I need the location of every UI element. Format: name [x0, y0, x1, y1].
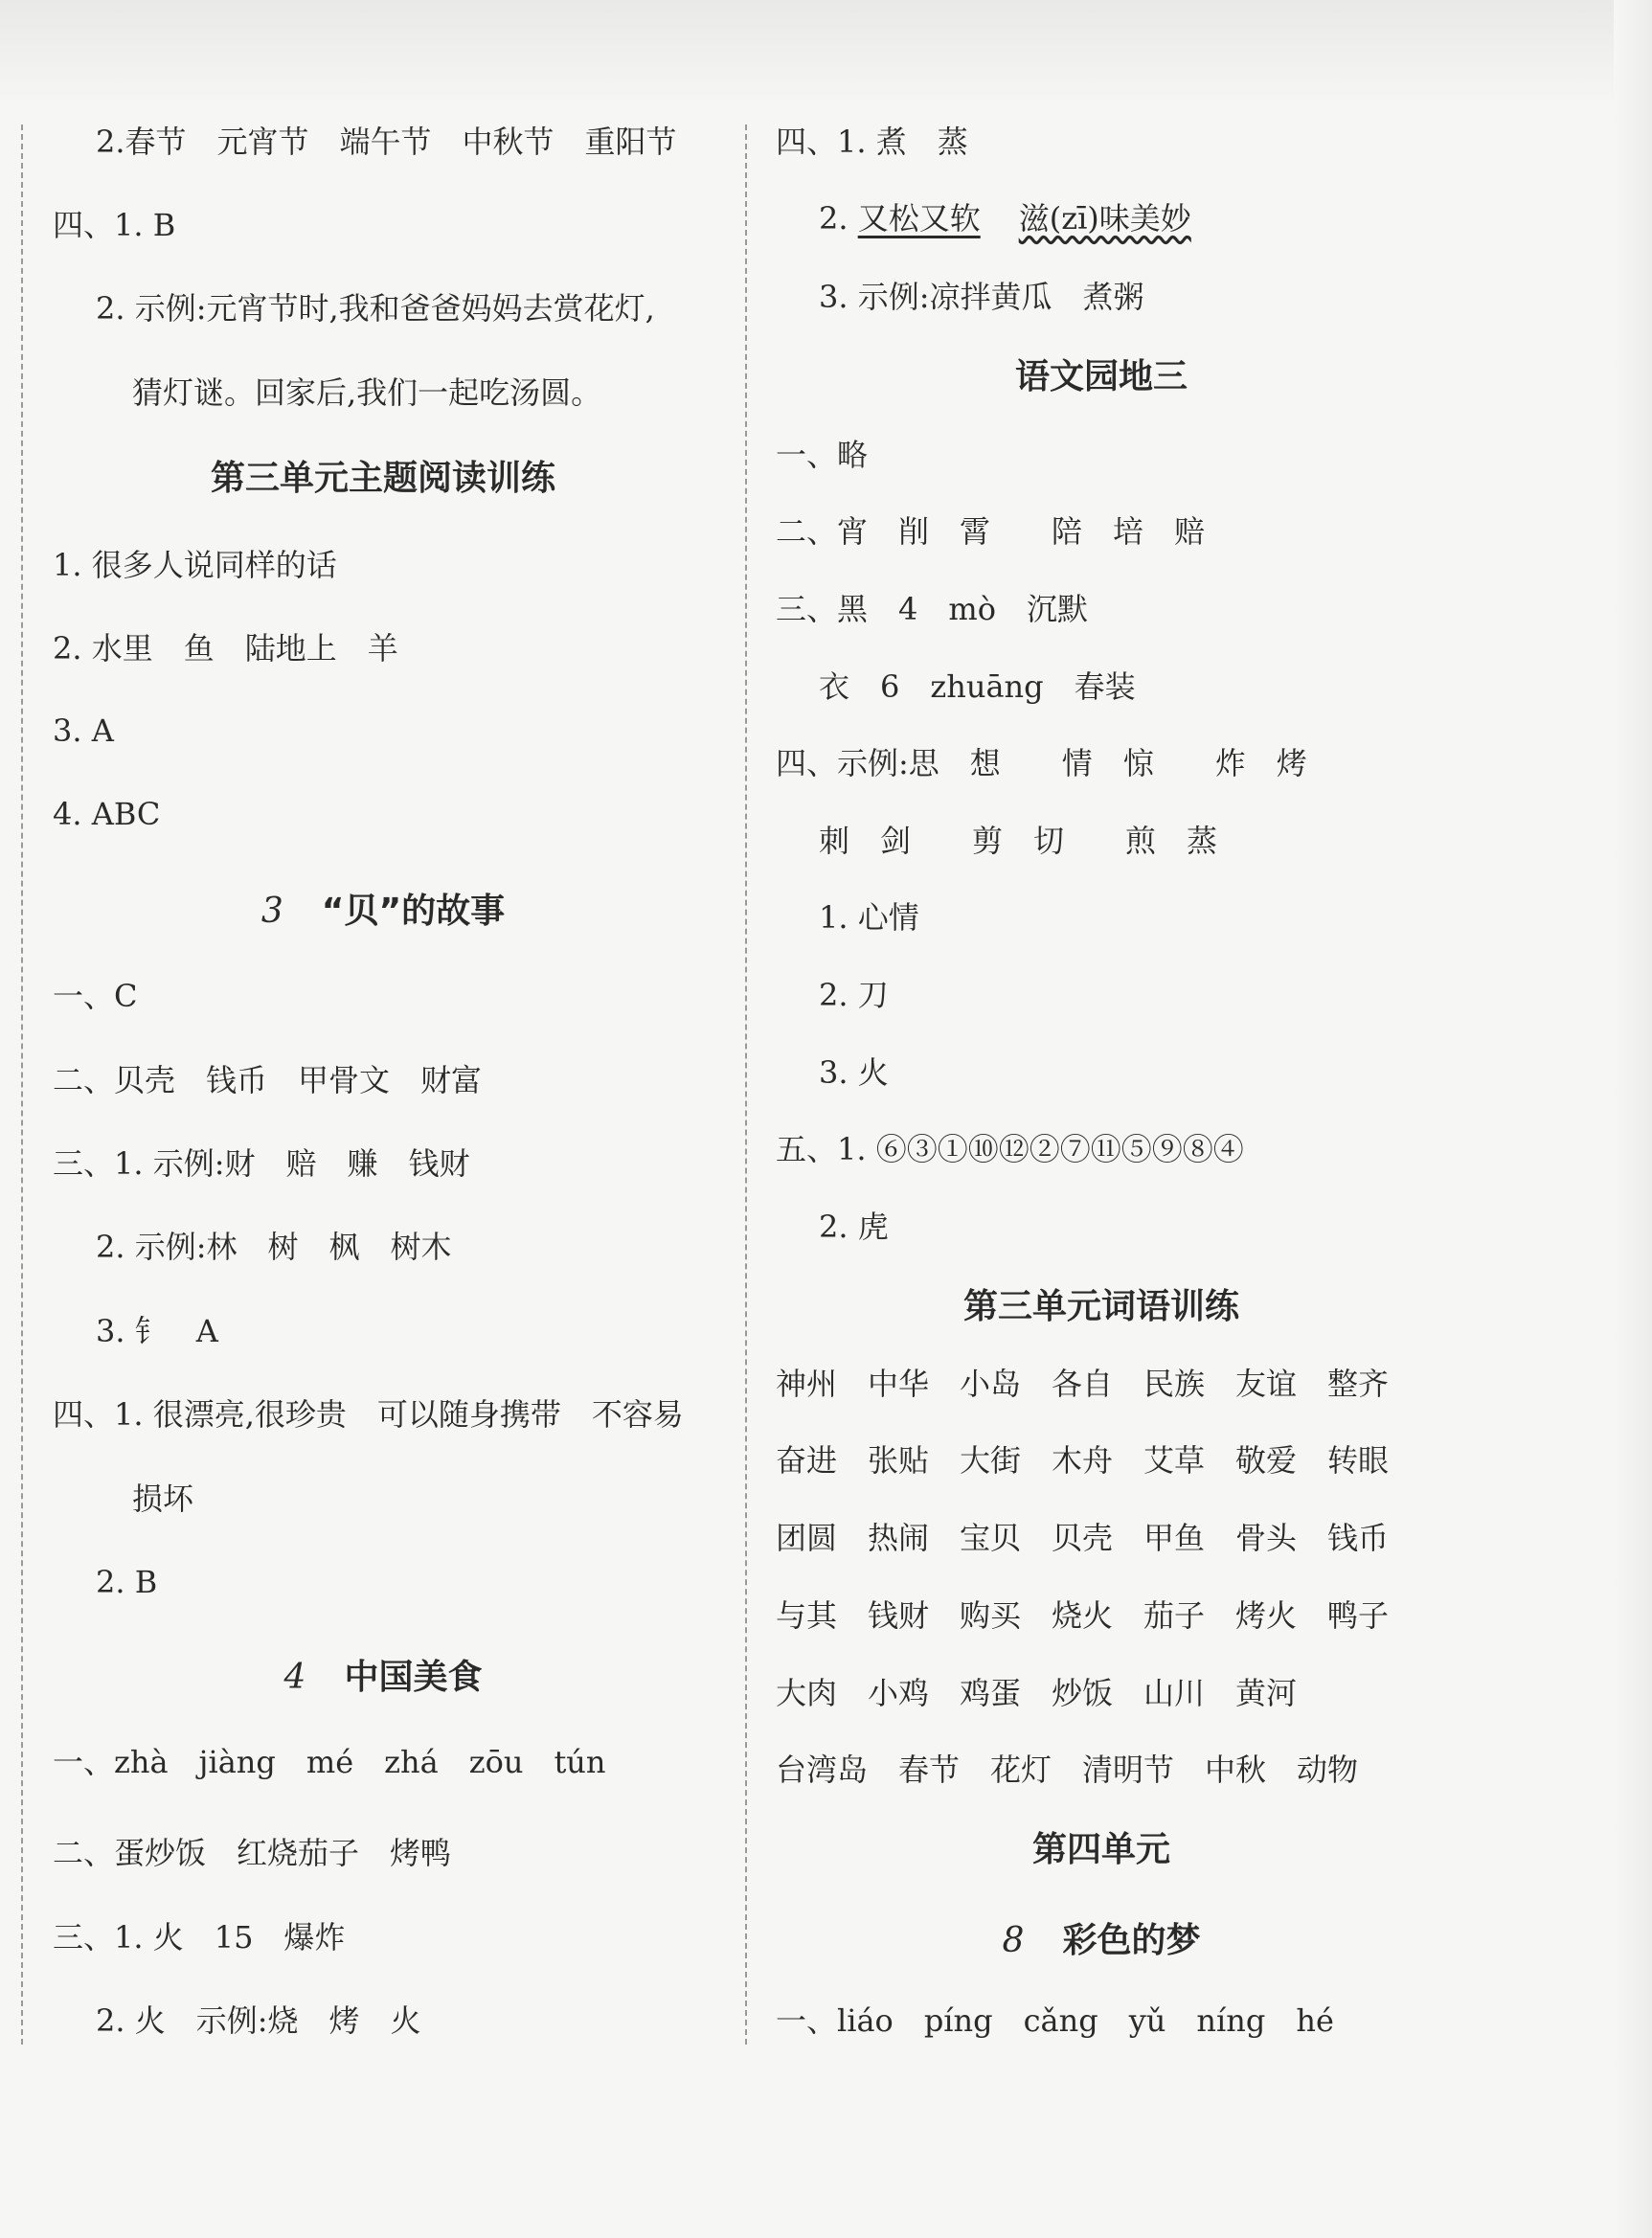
word-row: 团圆 热闹 宝贝 贝壳 甲鱼 骨头 钱币 [776, 1520, 1390, 1556]
left-line: 猜灯谜。回家后,我们一起吃汤圆。 [132, 374, 602, 411]
right-line: 3. 示例:凉拌黄瓜 煮粥 [819, 279, 1144, 315]
right-line: 一、liáo píng cǎng yǔ níng hé [776, 2002, 1334, 2039]
left-line: 二、贝壳 钱币 甲骨文 财富 [53, 1062, 483, 1098]
right-line: 衣 6 zhuāng 春装 [819, 668, 1136, 705]
word-row: 神州 中华 小岛 各自 民族 友谊 整齐 [776, 1366, 1390, 1402]
lesson-title: “贝”的故事 [321, 892, 506, 931]
right-line: 四、1. 煮 蒸 [776, 124, 968, 160]
left-line: 2. 示例:元宵节时,我和爸爸妈妈去赏花灯, [96, 290, 655, 327]
lesson-heading [766, 1920, 1437, 1962]
lesson-number: 3 [260, 892, 283, 931]
left-line: 三、1. 火 15 爆炸 [53, 1919, 346, 1955]
right-line: 1. 心情 [819, 899, 919, 936]
left-line: 4. ABC [53, 796, 161, 832]
left-line: 三、1. 示例:财 赔 赚 钱财 [53, 1145, 470, 1182]
lesson-title: 彩色的梦 [1062, 1921, 1201, 1960]
right-line: 四、示例:思 想 情 惊 炸 烤 [776, 745, 1307, 781]
right-line: 二、宵 削 霄 陪 培 赔 [776, 513, 1206, 550]
word-row: 大肉 小鸡 鸡蛋 炒饭 山川 黄河 [776, 1675, 1298, 1711]
left-line: 1. 很多人说同样的话 [53, 547, 337, 583]
left-line: 一、C [53, 978, 138, 1014]
right-line: 一、略 [776, 437, 869, 473]
left-line: 一、zhà jiàng mé zhá zōu tún [53, 1744, 606, 1780]
left-margin-rule [21, 124, 23, 2045]
section-heading: 第三单元主题阅读训练 [210, 459, 555, 498]
right-line: 五、1. ⑥③①⑩⑫②⑦⑪⑤⑨⑧④ [776, 1131, 1244, 1167]
lesson-title: 中国美食 [344, 1658, 483, 1697]
item-number: 2. [819, 200, 858, 237]
left-line: 二、蛋炒饭 红烧茄子 烤鸭 [53, 1835, 452, 1871]
left-line: 2. 火 示例:烧 烤 火 [96, 2002, 421, 2039]
word-row: 与其 钱财 购买 烧火 茄子 烤火 鸭子 [776, 1597, 1390, 1634]
word-row: 奋进 张贴 大街 木舟 艾草 敬爱 转眼 [776, 1442, 1390, 1479]
left-line: 2.春节 元宵节 端午节 中秋节 重阳节 [96, 124, 677, 160]
wavy-underlined-answer: 滋(zī)味美妙 [1018, 200, 1191, 237]
left-line: 四、1. 很漂亮,很珍贵 可以随身携带 不容易 [53, 1396, 684, 1433]
underlined-answer: 又松又软 [857, 200, 981, 237]
scan-shadow-top [0, 0, 1652, 105]
left-line: 四、1. B [53, 207, 176, 243]
lesson-number: 4 [283, 1658, 306, 1697]
right-line [819, 199, 1191, 237]
left-line: 2. 示例:林 树 枫 树木 [96, 1229, 452, 1265]
right-line: 3. 火 [819, 1054, 889, 1091]
lesson-heading [38, 1657, 728, 1699]
left-line: 2. 水里 鱼 陆地上 羊 [53, 630, 398, 667]
scan-shadow-right [1614, 0, 1652, 2238]
column-divider [745, 124, 747, 2045]
right-line: 刺 剑 剪 切 煎 蒸 [819, 823, 1218, 859]
left-line: 3. 钅 A [96, 1313, 218, 1349]
word-row: 台湾岛 春节 花灯 清明节 中秋 动物 [776, 1752, 1359, 1788]
section-heading: 语文园地三 [1014, 357, 1188, 396]
left-line: 2. B [96, 1564, 158, 1600]
left-line: 损坏 [132, 1481, 194, 1517]
right-line: 2. 虎 [819, 1209, 889, 1245]
lesson-heading [38, 891, 728, 933]
lesson-number: 8 [1002, 1921, 1025, 1960]
left-line: 3. A [53, 712, 114, 749]
right-line: 2. 刀 [819, 977, 889, 1013]
right-line: 三、黑 4 mò 沉默 [776, 591, 1088, 627]
section-heading: 第三单元词语训练 [962, 1287, 1239, 1326]
unit-heading: 第四单元 [1031, 1830, 1170, 1869]
